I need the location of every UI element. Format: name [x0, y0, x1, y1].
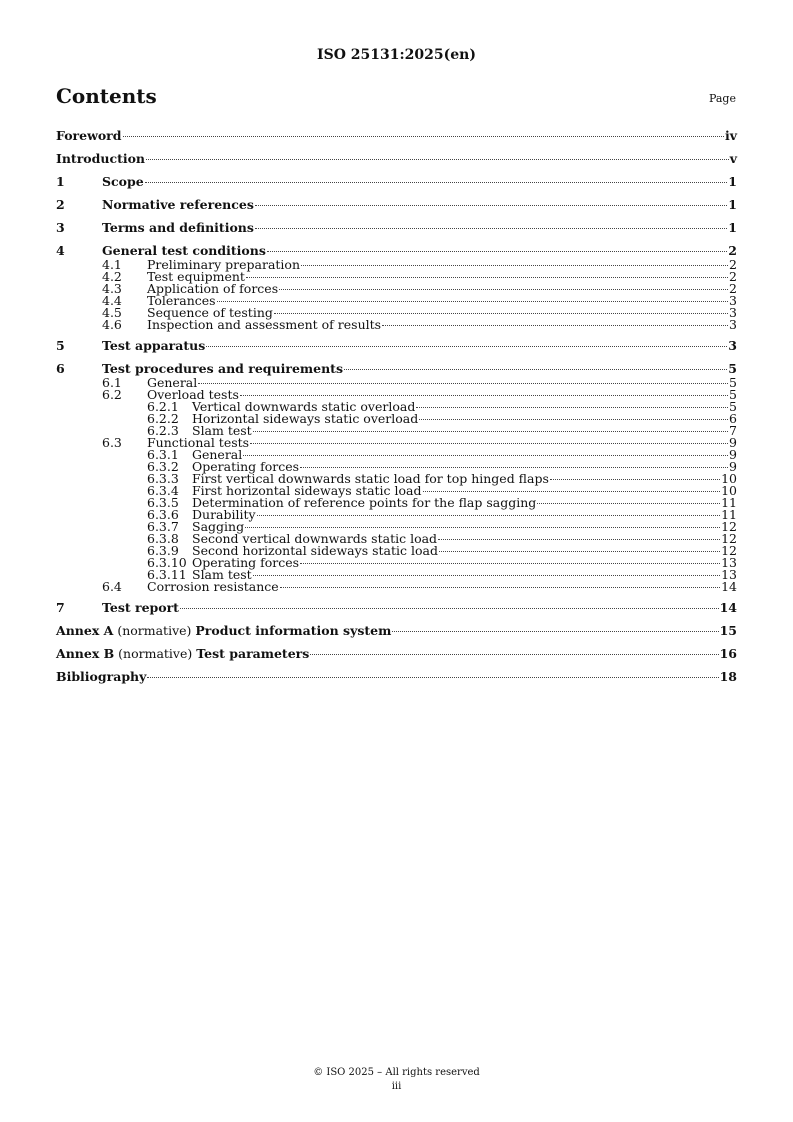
toc-entry-page: 2	[729, 269, 737, 284]
toc-entry[interactable]	[56, 581, 737, 593]
toc-entry-page: 10	[721, 471, 737, 486]
dot-leader	[250, 443, 728, 444]
toc-entry-number: 6.3.11	[147, 567, 187, 582]
toc-entry-page: 6	[729, 411, 737, 426]
annex-label: Annex B	[56, 646, 115, 661]
toc-entry[interactable]	[56, 319, 737, 331]
dot-leader	[123, 136, 724, 137]
copyright-notice: © ISO 2025 – All rights reserved	[313, 1067, 480, 1078]
toc-entry-title: Slam test	[192, 567, 252, 582]
toc-entry-page: 1	[728, 220, 737, 235]
toc-entry-title: Slam test	[192, 423, 252, 438]
dot-leader	[392, 631, 718, 632]
annex-title: Test parameters	[196, 646, 310, 661]
annex-title: Product information system	[195, 623, 392, 638]
toc-entry-page: 2	[728, 243, 737, 258]
annex-note: (normative)	[114, 646, 197, 661]
toc-entry-number: 6.2.2	[147, 411, 179, 426]
dot-leader	[146, 159, 729, 160]
toc-entry-number: 6.4	[102, 579, 122, 594]
toc-entry-page: 15	[719, 623, 737, 638]
toc-entry-title: Corrosion resistance	[147, 579, 279, 594]
document-header: ISO 25131:2025(en)	[317, 47, 476, 63]
toc-entry-number: 4.2	[102, 269, 122, 284]
toc-entry[interactable]	[56, 197, 737, 213]
toc-entry-title: Second vertical downwards static load	[192, 531, 438, 546]
dot-leader	[301, 265, 728, 266]
dot-leader	[300, 563, 720, 564]
toc-entry-title: Introduction	[56, 151, 146, 166]
toc-entry-number: 4.1	[102, 257, 122, 272]
annex-label: Annex A	[56, 623, 114, 638]
dot-leader	[344, 369, 727, 370]
toc-entry-title: Inspection and assessment of results	[147, 317, 382, 332]
toc-entry-page: 9	[729, 435, 737, 450]
dot-leader	[550, 479, 720, 480]
dot-leader	[310, 654, 718, 655]
toc-entry-title: General	[147, 375, 198, 390]
dot-leader	[257, 515, 721, 516]
toc-entry-page: 3	[729, 305, 737, 320]
toc-entry-page: 13	[721, 567, 737, 582]
toc-entry-title: Overload tests	[147, 387, 239, 402]
toc-entry-page: 5	[729, 387, 737, 402]
toc-entry-title: Durability	[192, 507, 256, 522]
toc-entry-title: Horizontal sideways static overload	[192, 411, 419, 426]
toc-entry-page: 2	[729, 257, 737, 272]
toc-entry-number: 6.3.3	[147, 471, 179, 486]
toc-entry-number: 6.3.9	[147, 543, 179, 558]
toc-entry-title: Functional tests	[147, 435, 250, 450]
dot-leader	[255, 205, 727, 206]
toc-entry-page: 9	[729, 459, 737, 474]
dot-leader	[253, 575, 720, 576]
toc-entry-title	[56, 623, 391, 639]
toc-entry-number: 1	[56, 174, 65, 189]
dot-leader	[243, 455, 728, 456]
table-of-contents	[56, 128, 737, 685]
toc-entry-page: iv	[724, 128, 737, 143]
dot-leader	[537, 503, 720, 504]
toc-entry-page: 3	[729, 317, 737, 332]
toc-entry-title: Vertical downwards static overload	[192, 399, 416, 414]
dot-leader	[274, 313, 728, 314]
toc-entry-page: 12	[721, 531, 737, 546]
dot-leader	[240, 395, 728, 396]
toc-entry-title: Sagging	[192, 519, 245, 534]
toc-entry-number: 6	[56, 361, 65, 376]
toc-entry-page: 5	[729, 399, 737, 414]
page-number: iii	[391, 1081, 402, 1092]
toc-entry-title: First vertical downwards static load for top hinged flaps	[192, 471, 549, 486]
toc-entry-number: 6.3	[102, 435, 122, 450]
toc-entry-page: 2	[729, 281, 737, 296]
toc-entry-number: 6.2	[102, 387, 122, 402]
toc-entry-page: 14	[719, 600, 737, 615]
toc-entry-page: v	[729, 151, 737, 166]
dot-leader	[300, 467, 728, 468]
toc-entry-page: 12	[721, 543, 737, 558]
dot-leader	[246, 277, 728, 278]
toc-entry-number: 7	[56, 600, 65, 615]
toc-entry-number: 2	[56, 197, 65, 212]
dot-leader	[267, 251, 727, 252]
toc-entry-title: Tolerances	[147, 293, 216, 308]
dot-leader	[279, 289, 728, 290]
toc-entry-page: 16	[719, 646, 737, 661]
toc-entry[interactable]	[56, 174, 737, 190]
toc-entry-page: 3	[728, 338, 737, 353]
dot-leader	[439, 551, 720, 552]
toc-entry[interactable]	[56, 623, 737, 639]
toc-entry-number: 6.3.10	[147, 555, 187, 570]
toc-entry-title: Terms and definitions	[102, 220, 254, 235]
toc-entry[interactable]	[56, 151, 737, 167]
toc-entry-page: 11	[721, 495, 737, 510]
toc-entry-title: Sequence of testing	[147, 305, 273, 320]
toc-entry-title: General	[192, 447, 243, 462]
toc-entry-number: 4	[56, 243, 65, 258]
toc-entry-page: 7	[729, 423, 737, 438]
toc-entry-title: Bibliography	[56, 669, 147, 684]
toc-entry[interactable]	[56, 220, 737, 236]
toc-entry-number: 6.3.1	[147, 447, 179, 462]
dot-leader	[245, 527, 720, 528]
dot-leader	[438, 539, 720, 540]
toc-entry-title: Test apparatus	[102, 338, 206, 353]
annex-note: (normative)	[113, 623, 196, 638]
toc-entry-number: 3	[56, 220, 65, 235]
toc-entry-title: Operating forces	[192, 555, 300, 570]
toc-entry-number: 4.4	[102, 293, 122, 308]
toc-entry-number: 6.2.3	[147, 423, 179, 438]
toc-entry-page: 13	[721, 555, 737, 570]
toc-entry-number: 6.1	[102, 375, 122, 390]
dot-leader	[419, 419, 728, 420]
toc-entry-number: 4.5	[102, 305, 122, 320]
toc-entry-page: 3	[729, 293, 737, 308]
toc-entry-number: 6.3.4	[147, 483, 179, 498]
toc-entry-page: 5	[728, 361, 737, 376]
toc-entry-title: Operating forces	[192, 459, 300, 474]
dot-leader	[206, 346, 727, 347]
toc-entry-title: Application of forces	[147, 281, 279, 296]
dot-leader	[423, 491, 721, 492]
toc-entry-title: Scope	[102, 174, 144, 189]
toc-entry-title: Foreword	[56, 128, 122, 143]
dot-leader	[180, 608, 719, 609]
toc-entry-number: 6.2.1	[147, 399, 179, 414]
toc-entry[interactable]	[56, 669, 737, 685]
toc-entry-page: 9	[729, 447, 737, 462]
toc-entry-title: Test equipment	[147, 269, 245, 284]
toc-entry-title: First horizontal sideways static load	[192, 483, 422, 498]
toc-entry-number: 6.3.7	[147, 519, 179, 534]
toc-entry-page: 18	[719, 669, 737, 684]
page-column-label: Page	[708, 92, 736, 105]
toc-entry-number: 6.3.8	[147, 531, 179, 546]
toc-entry-page: 5	[729, 375, 737, 390]
toc-entry[interactable]	[56, 646, 737, 662]
toc-entry-number: 4.3	[102, 281, 122, 296]
dot-leader	[253, 431, 728, 432]
dot-leader	[147, 677, 718, 678]
dot-leader	[255, 228, 727, 229]
toc-entry[interactable]	[56, 338, 737, 354]
toc-entry-title: General test conditions	[102, 243, 266, 258]
dot-leader	[416, 407, 728, 408]
toc-entry-title	[56, 646, 309, 662]
page-footer	[0, 1066, 793, 1094]
toc-entry-number: 4.6	[102, 317, 122, 332]
toc-entry-page: 1	[728, 197, 737, 212]
dot-leader	[217, 301, 728, 302]
toc-entry-number: 6.3.5	[147, 495, 179, 510]
dot-leader	[382, 325, 728, 326]
toc-entry[interactable]	[56, 128, 737, 144]
dot-leader	[198, 383, 728, 384]
contents-title: Contents	[56, 84, 157, 108]
toc-entry-title: Test report	[102, 600, 179, 615]
toc-entry-title: Test procedures and requirements	[102, 361, 343, 376]
toc-entry-page: 14	[721, 579, 737, 594]
toc-entry-number: 5	[56, 338, 65, 353]
toc-entry-number: 6.3.6	[147, 507, 179, 522]
dot-leader	[280, 587, 720, 588]
dot-leader	[145, 182, 728, 183]
toc-entry-number: 6.3.2	[147, 459, 179, 474]
toc-entry-title: Normative references	[102, 197, 254, 212]
toc-entry-page: 12	[721, 519, 737, 534]
toc-entry-title: Determination of reference points for the flap sagging	[192, 495, 537, 510]
toc-entry-title: Second horizontal sideways static load	[192, 543, 438, 558]
toc-entry-page: 10	[721, 483, 737, 498]
toc-entry-title: Preliminary preparation	[147, 257, 300, 272]
toc-entry[interactable]	[56, 600, 737, 616]
toc-entry-page: 1	[728, 174, 737, 189]
toc-entry-page: 11	[721, 507, 737, 522]
